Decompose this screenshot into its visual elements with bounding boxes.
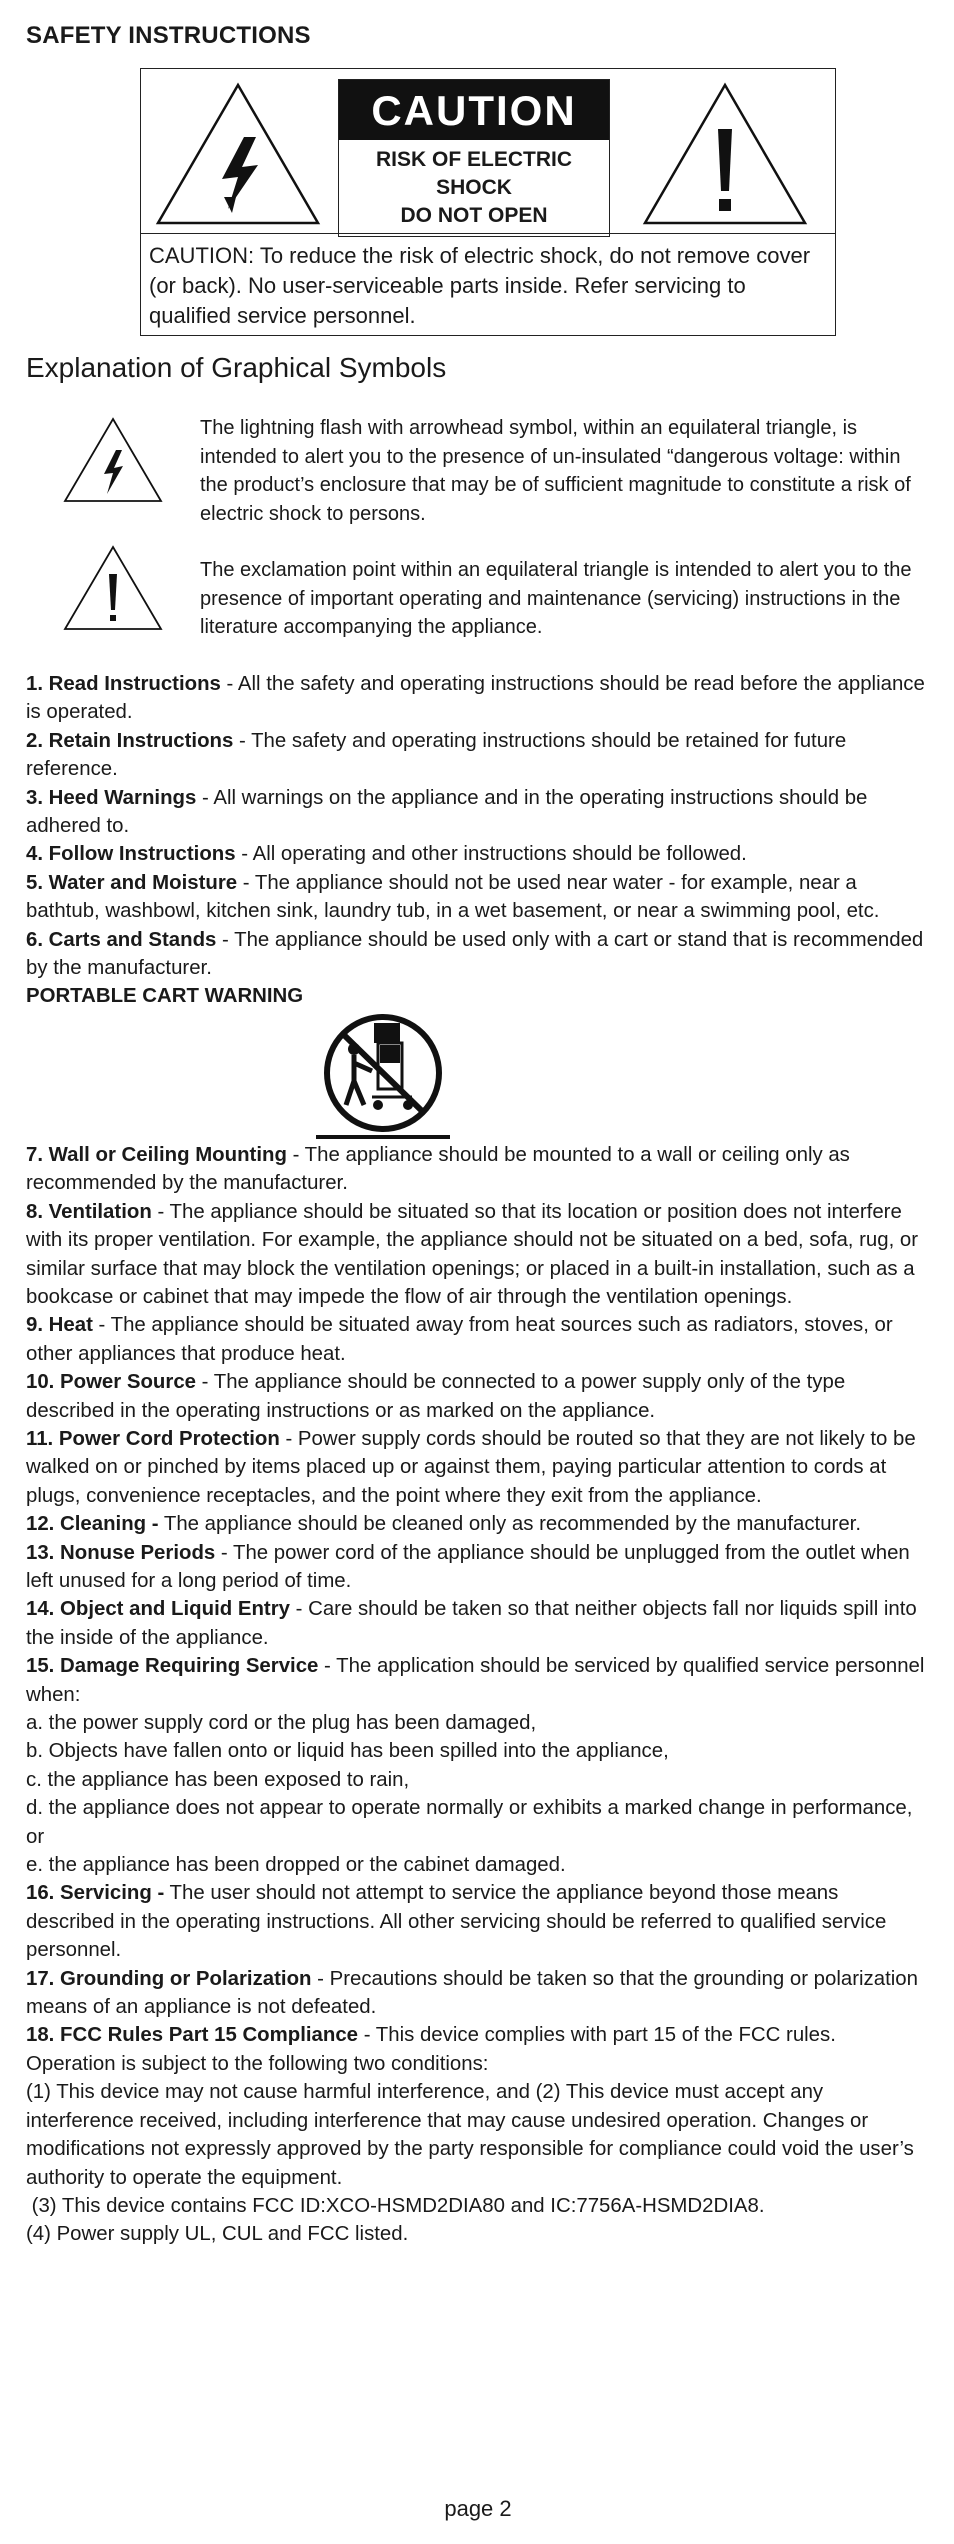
list-item: 4. Follow Instructions - All operating and other instructions should be followed. (26, 843, 747, 866)
list-item: 7. Wall or Ceiling Mounting - The appliance should be mounted to a wall or ceiling only as recommended by the manufacturer. (26, 1143, 850, 1195)
lightning-symbol-description: The lightning flash with arrowhead symbol, within an equilateral triangle, is intended to alert you to the presence of un-insulated “dangerous voltage: within the product’s enclosure that may be of sufficient magnitude to constitute a risk of electric shock to persons. (200, 417, 911, 525)
symbols-heading: Explanation of Graphical Symbols (26, 352, 447, 383)
list-item: 8. Ventilation - The appliance should be situated so that its location or position does not interfere with its proper ventilation. For example, the appliance should not be situated on a bed, sofa, rug, or similar surface that may block the ventilation openings; or placed in a built-in installation, such as a bookcase or cabinet that may impede the flow of air through the ventilation openings. (26, 1200, 919, 1308)
list-item: 13. Nonuse Periods - The power cord of the appliance should be unplugged from the outlet when left unused for a long period of time. (26, 1541, 910, 1592)
caution-word: CAUTION (339, 80, 609, 140)
fcc-condition: (1) This device may not cause harmful interference, and (2) This device must accept any interference received, including interference that may cause undesired operation. Changes or modifications not expressly approved by the party responsible for compliance could void the user’s authority to operate the equipment. (26, 2081, 914, 2189)
list-item: 3. Heed Warnings - All warnings on the appliance and in the operating instructions should be adhered to. (26, 786, 868, 838)
lightning-triangle-icon (62, 416, 164, 504)
safety-instructions-list (26, 670, 930, 2249)
list-item: 18. FCC Rules Part 15 Compliance - This device complies with part 15 of the FCC rules. Operation is subject to the following two conditions: (26, 2024, 836, 2075)
damage-list-item: b. Objects have fallen onto or liquid has been spilled into the appliance, (26, 1740, 669, 1763)
list-item: 6. Carts and Stands - The appliance should be used only with a cart or stand that is recommended by the manufacturer. (26, 928, 924, 980)
damage-list-item: c. the appliance has been exposed to rain, (26, 1768, 410, 1791)
caution-warning-text: CAUTION: To reduce the risk of electric shock, do not remove cover (or back). No user-serviceable parts inside. Refer servicing to qualified service personnel. (149, 243, 811, 328)
caution-box (140, 68, 836, 336)
damage-list-item: d. the appliance does not appear to operate normally or exhibits a marked change in performance, or (26, 1797, 913, 1848)
exclamation-symbol-description: The exclamation point within an equilateral triangle is intended to alert you to the presence of important operating and maintenance (servicing) instructions in the literature accompanying the appliance. (200, 559, 912, 639)
page-title: SAFETY INSTRUCTIONS (26, 22, 311, 49)
caution-line-3: DO NOT OPEN (400, 204, 548, 227)
portable-cart-warning-icon (316, 1011, 450, 1141)
cart-warning-heading: PORTABLE CART WARNING (26, 985, 304, 1008)
list-item: 14. Object and Liquid Entry - Care should be taken so that neither objects fall nor liquids spill into the inside of the appliance. (26, 1598, 917, 1649)
list-item: 12. Cleaning - The appliance should be cleaned only as recommended by the manufacturer. (26, 1513, 861, 1536)
fcc-condition: (4) Power supply UL, CUL and FCC listed. (26, 2223, 409, 2246)
lightning-triangle-icon (152, 79, 324, 229)
list-item: 5. Water and Moisture - The appliance should not be used near water - for example, near a bathtub, washbowl, kitchen sink, laundry tub, in a wet basement, or near a swimming pool, etc. (26, 871, 880, 923)
list-item: 1. Read Instructions - All the safety and operating instructions should be read before the appliance is operated. (26, 673, 925, 724)
list-item: 16. Servicing - The user should not attempt to service the appliance beyond those means described in the operating instructions. All other servicing should be referred to qualified service personnel. (26, 1882, 887, 1962)
damage-list-item: a. the power supply cord or the plug has been damaged, (26, 1712, 537, 1734)
page-number: page 2 (444, 2496, 512, 2521)
list-item: 2. Retain Instructions - The safety and operating instructions should be retained for future reference. (26, 729, 847, 781)
caution-line-2: SHOCK (436, 176, 512, 199)
list-item: 9. Heat - The appliance should be situated away from heat sources such as radiators, stoves, or other appliances that produce heat. (26, 1314, 893, 1365)
caution-divider (141, 233, 835, 234)
exclamation-triangle-icon (639, 79, 811, 229)
caution-line-1: RISK OF ELECTRIC (375, 148, 572, 171)
list-item: 15. Damage Requiring Service - The application should be serviced by qualified service personnel when: (26, 1655, 925, 1706)
fcc-condition: (3) This device contains FCC ID:XCO-HSMD2DIA80 and IC:7756A-HSMD2DIA8. (26, 2194, 765, 2217)
list-item: 17. Grounding or Polarization - Precautions should be taken so that the grounding or polarization means of an appliance is not defeated. (26, 1967, 918, 2019)
list-item: 10. Power Source - The appliance should be connected to a power supply only of the type described in the operating instructions or as marked on the appliance. (26, 1371, 846, 1422)
manual-page (26, 0, 930, 2544)
caution-label (338, 79, 610, 237)
exclamation-triangle-icon (62, 544, 164, 632)
list-item: 11. Power Cord Protection - Power supply cords should be routed so that they are not likely to be walked on or pinched by items placed up or against them, paying particular attention to cords at plugs, convenience receptacles, and the point where they exit from the appliance. (26, 1427, 916, 1507)
damage-list-item: e. the appliance has been dropped or the cabinet damaged. (26, 1854, 566, 1877)
